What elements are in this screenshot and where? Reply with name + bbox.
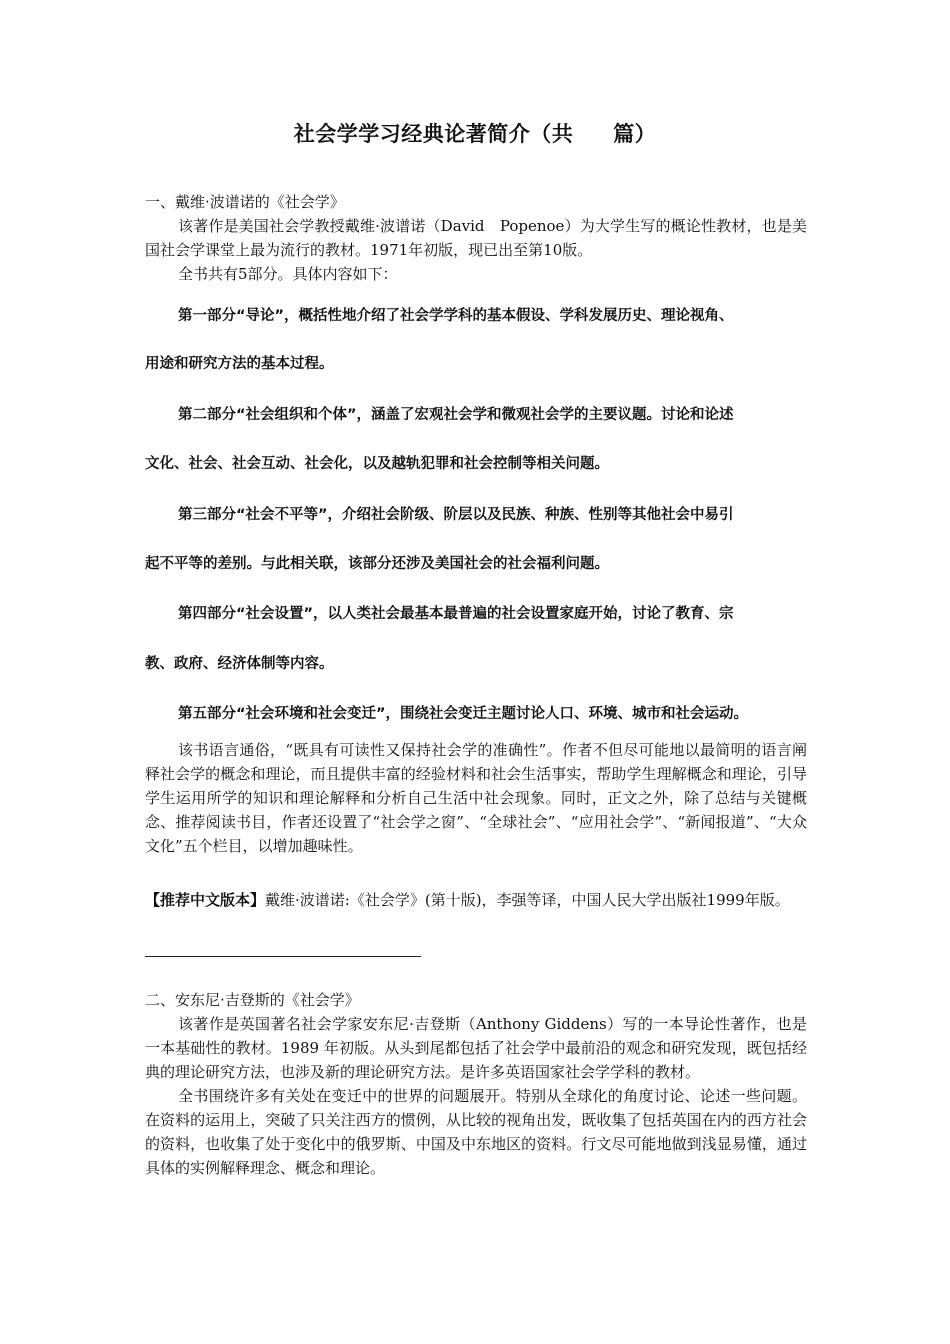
- section1-intro: 该著作是美国社会学教授戴维·波谱诺（David Popenoe）为大学生写的概论性教材，也是美国社会学课堂上最为流行的教材。1971年初版，现已出至第10版。: [145, 217, 807, 259]
- section2-heading: 二、安东尼·吉登斯的《社会学》: [145, 991, 360, 1009]
- section2-intro: 该著作是英国著名社会学家安东尼·吉登斯（Anthony Giddens）写的一本导论性著作，也是一本基础性的教材。1989 年初版。从头到尾都包括了社会学中最前沿的观念和研究发现，既包括经典的理论研究方法，也涉及新的理论研究方法。是许多英语国家社会学学科的教材。: [145, 1015, 807, 1081]
- part3-line1: 第三部分“社会不平等”，介绍社会阶级、阶层以及民族、种族、性别等其他社会中易引: [178, 507, 734, 523]
- title-main: 社会学学习经典论著简介（共: [293, 122, 574, 146]
- section1-heading: 一、戴维·波谱诺的《社会学》: [145, 193, 345, 211]
- section1-summary-block: [145, 738, 807, 858]
- part2-line1: 第二部分“社会组织和个体”，涵盖了宏观社会学和微观社会学的主要议题。讨论和论述: [178, 407, 734, 423]
- part2-line2: 文化、社会、社会互动、社会化，以及越轨犯罪和社会控制等相关问题。: [145, 456, 609, 472]
- section-divider: [145, 956, 421, 957]
- section1-intro-block: [145, 190, 807, 286]
- recommended-label: 【推荐中文版本】: [145, 891, 266, 909]
- part4-line1: 第四部分“社会设置”，以人类社会最基本最普遍的社会设置家庭开始，讨论了教育、宗: [178, 606, 734, 622]
- recommended-text: 戴维·波谱诺:《社会学》(第十版)，李强等译，中国人民大学出版社1999年版。: [265, 891, 790, 909]
- section1-parts-intro: 全书共有5部分。具体内容如下：: [178, 265, 398, 283]
- part1-line2: 用途和研究方法的基本过程。: [145, 356, 334, 372]
- part3-line2: 起不平等的差别。与此相关联，该部分还涉及美国社会的社会福利问题。: [145, 556, 609, 572]
- part5-line: 第五部分“社会环境和社会变迁”，围绕社会变迁主题讨论人口、环境、城市和社会运动。: [178, 706, 749, 722]
- recommended-version: [145, 888, 807, 912]
- page-title: [0, 118, 950, 148]
- section2-body: 全书围绕许多有关处在变迁中的世界的问题展开。特别从全球化的角度讨论、论述一些问题。在资料的运用上，突破了只关注西方的惯例，从比较的视角出发，既收集了包括英国在内的西方社会的资料，也收集了处于变化中的俄罗斯、中国及中东地区的资料。行文尽可能地做到浅显易懂，通过具体的实例解释理念、概念和理论。: [145, 1087, 807, 1177]
- part1-line1: 第一部分“导论”，概括性地介绍了社会学学科的基本假设、学科发展历史、理论视角、: [178, 308, 734, 324]
- title-suffix: 篇）: [613, 122, 657, 146]
- part4-line2: 教、政府、经济体制等内容。: [145, 656, 334, 672]
- section2-block: [145, 988, 807, 1180]
- section1-summary: 该书语言通俗，“既具有可读性又保持社会学的准确性”。作者不但尽可能地以最简明的语言阐释社会学的概念和理论，而且提供丰富的经验材料和社会生活事实，帮助学生理解概念和理论，引导学生运用所学的知识和理论解释和分析自己生活中社会现象。同时，正文之外，除了总结与关键概念、推荐阅读书目，作者还设置了“社会学之窗”、“全球社会”、“应用社会学”、“新闻报道”、“大众文化”五个栏目，以增加趣味性。: [145, 741, 807, 855]
